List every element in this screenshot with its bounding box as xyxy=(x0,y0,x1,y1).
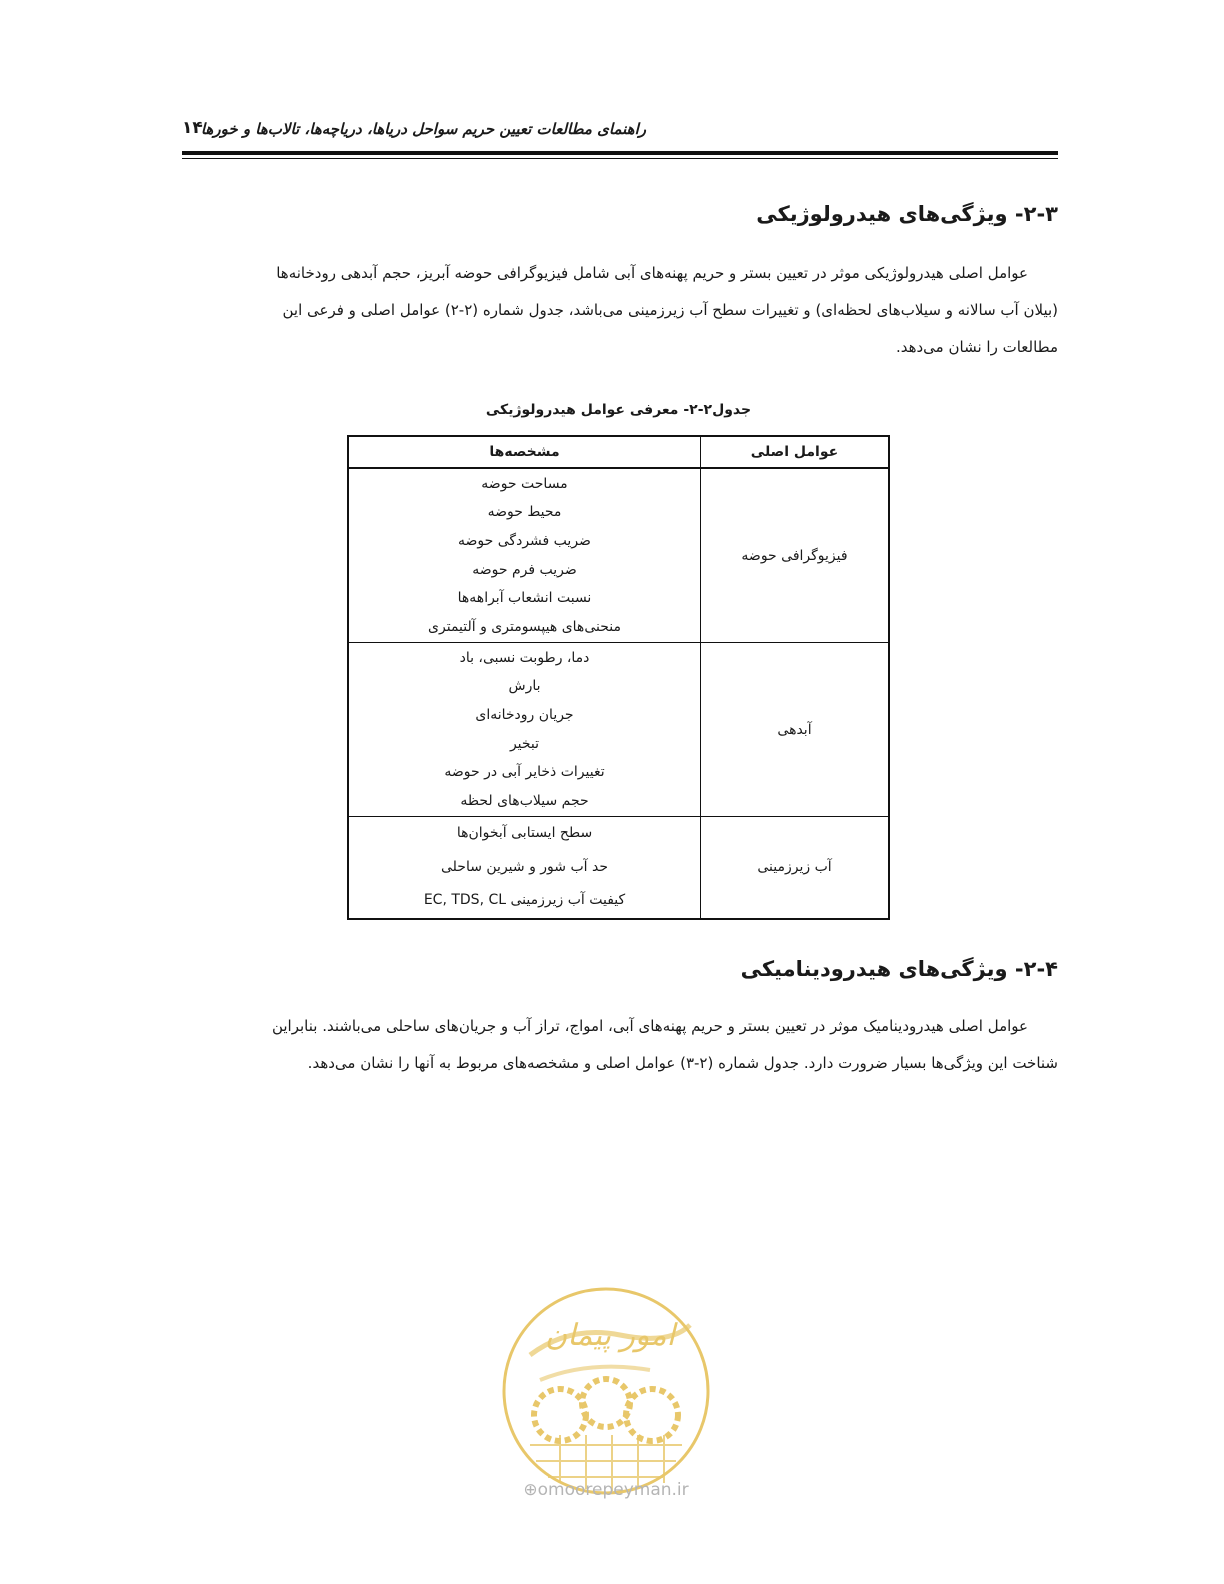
page-number: ۱۴ xyxy=(182,118,203,138)
feature-item: حجم سیلاب‌های لحظه xyxy=(460,792,589,809)
header-main-factors: عوامل اصلی xyxy=(701,436,890,468)
feature-item: بارش xyxy=(508,678,541,695)
running-header xyxy=(182,112,1058,148)
feature-item: سطح ایستابی آبخوان‌ها xyxy=(456,825,593,841)
paragraph-line: عوامل اصلی هیدرولوژیکی موثر در تعیین بستر و حریم پهنه‌های آبی شامل فیزیوگرافی حوضه آبریز، حجم آبدهی رودخانه‌ها xyxy=(276,264,1028,282)
feature-item: ضریب فشردگی حوضه xyxy=(458,532,591,549)
header-rule-thin xyxy=(182,158,1058,159)
feature-item: منحنی‌های هیپسومتری و آلتیمتری xyxy=(428,618,621,635)
table-row xyxy=(348,817,889,919)
table-caption: جدول۲-۲- معرفی عوامل هیدرولوژیکی xyxy=(485,402,752,418)
paragraph-line: شناخت این ویژگی‌ها بسیار ضرورت دارد. جدول شماره (۲-۳) عوامل اصلی و مشخصه‌های مربوط به آنها را نشان می‌دهد. xyxy=(307,1054,1058,1072)
seal-text: امور پیمان xyxy=(545,1318,675,1353)
paragraph-hydrodynamics xyxy=(182,1008,1058,1082)
feature-item: محیط حوضه xyxy=(487,504,562,521)
section-heading-hydrodynamics: ۲-۴- ویژگی‌های هیدرودینامیکی xyxy=(740,957,1058,981)
section-heading-hydrology: ۲-۳- ویژگی‌های هیدرولوژیکی xyxy=(756,202,1058,226)
feature-item: نسبت انشعاب آبراهه‌ها xyxy=(457,590,592,607)
watermark-seal-icon xyxy=(500,1285,712,1497)
main-factor-cell: آبدهی xyxy=(701,643,890,817)
header-features: مشخصه‌ها xyxy=(348,436,701,468)
feature-item: جریان رودخانه‌ای xyxy=(475,706,574,723)
paragraph-line: عوامل اصلی هیدرودینامیک موثر در تعیین بستر و حریم پهنه‌های آبی، امواج، تراز آب و جریان‌های ساحلی می‌باشند. بنابراین xyxy=(271,1017,1028,1035)
table-row xyxy=(348,643,889,817)
feature-item: ضریب فرم حوضه xyxy=(472,561,577,578)
feature-item: مساحت حوضه xyxy=(481,475,568,492)
hydrology-factors-table xyxy=(347,435,890,920)
watermark-url: ⊕omoorepeyman.ir xyxy=(523,1480,689,1500)
main-factor-cell: آب زیرزمینی xyxy=(701,817,890,919)
main-factor-cell: فیزیوگرافی حوضه xyxy=(701,468,890,643)
features-cell xyxy=(348,468,701,643)
features-cell xyxy=(348,643,701,817)
paragraph-line: (بیلان آب سالانه و سیلاب‌های لحظه‌ای) و تغییرات سطح آب زیرزمینی می‌باشد، جدول شماره (۲-۲) عوامل اصلی و فرعی این xyxy=(282,301,1058,319)
feature-item: تبخیر xyxy=(509,735,540,752)
globe-icon: ⊕ xyxy=(523,1480,538,1500)
features-cell xyxy=(348,817,701,919)
table-row xyxy=(348,468,889,643)
paragraph-hydrology xyxy=(182,255,1058,366)
feature-item: تغییرات ذخایر آبی در حوضه xyxy=(444,764,605,781)
paragraph-line: مطالعات را نشان می‌دهد. xyxy=(895,338,1058,356)
running-title: راهنمای مطالعات تعیین حریم سواحل دریاها، دریاچه‌ها، تالاب‌ها و خورها xyxy=(200,120,646,138)
table-header-row xyxy=(348,436,889,468)
feature-item: حد آب شور و شیرین ساحلی xyxy=(441,858,608,875)
feature-item: دما، رطوبت نسبی، باد xyxy=(459,649,590,666)
header-rule-thick xyxy=(182,151,1058,155)
feature-item: کیفیت آب زیرزمینی EC, TDS, CL xyxy=(423,892,626,908)
